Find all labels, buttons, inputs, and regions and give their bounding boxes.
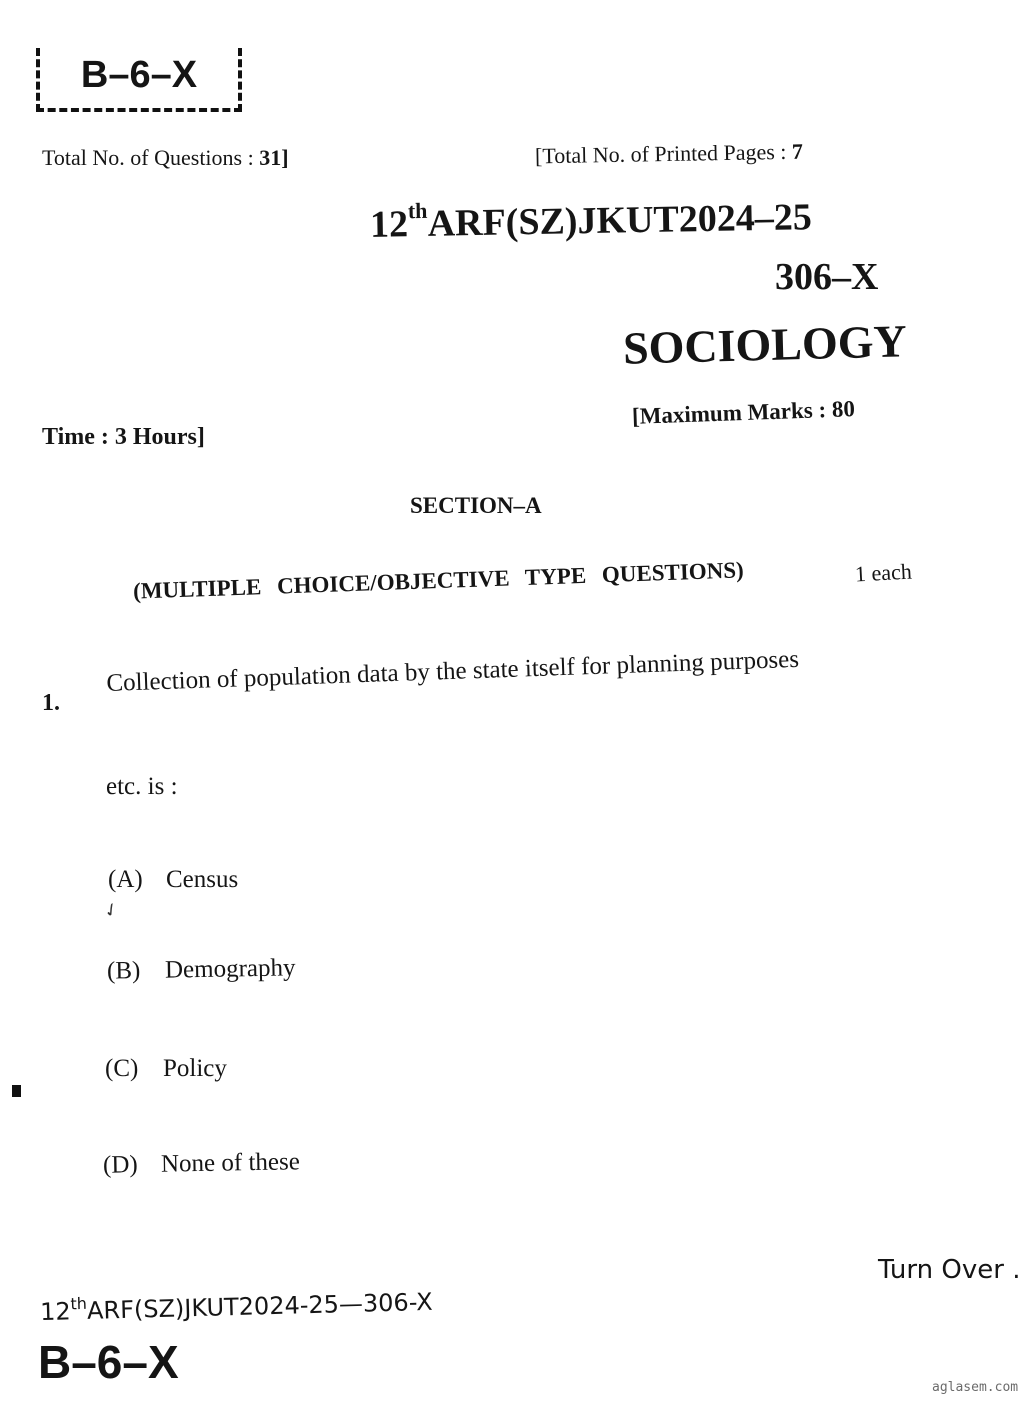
footer-code-prefix: 12: [39, 1297, 72, 1327]
option-text: Census: [166, 866, 239, 893]
option-d: [103, 1148, 300, 1179]
option-c: [105, 1055, 227, 1083]
scan-mark: [12, 1085, 21, 1097]
footer-code-rest: ARF(SZ)JKUT2024-25—306-X: [86, 1287, 434, 1325]
section-title: SECTION–A: [410, 493, 542, 518]
option-label: (D): [102, 1151, 138, 1179]
option-b: [107, 954, 296, 985]
footer-big-code: B–6–X: [38, 1336, 179, 1388]
option-text: Demography: [164, 954, 296, 984]
marks-note: 1 each: [854, 558, 913, 587]
option-label: (A): [108, 866, 143, 893]
question-number: 1.: [42, 690, 60, 716]
footer-code: [40, 1285, 433, 1326]
subject-title: SOCIOLOGY: [622, 315, 908, 374]
time-allowed: Time : 3 Hours]: [42, 424, 205, 450]
printed-pages: [535, 139, 803, 170]
printed-pages-value: 7: [791, 138, 804, 164]
footer-code-sup: th: [70, 1293, 88, 1314]
total-questions: [42, 145, 289, 171]
option-text: Policy: [163, 1055, 227, 1082]
question-text-line1: Collection of population data by the state itself for planning purposes: [106, 645, 800, 697]
option-label: (C): [105, 1055, 139, 1082]
website-watermark: aglasem.com: [932, 1380, 1019, 1395]
question-text-line2: etc. is :: [106, 773, 178, 800]
pen-tick-icon: ✓: [99, 897, 123, 923]
maximum-marks: [Maximum Marks : 80: [631, 396, 856, 429]
paper-code: [370, 191, 813, 247]
printed-pages-label: [Total No. of Printed Pages :: [534, 138, 787, 169]
code-box: B–6–X: [36, 48, 242, 112]
total-questions-value: 31]: [259, 145, 289, 170]
total-questions-label: Total No. of Questions :: [42, 145, 254, 170]
subject-code: 306–X: [775, 256, 879, 298]
section-subtitle: (MULTIPLE CHOICE/OBJECTIVE TYPE QUESTIONS): [132, 557, 745, 604]
option-text: None of these: [160, 1148, 301, 1178]
paper-code-prefix: 12: [369, 203, 409, 246]
option-a: [108, 866, 238, 894]
paper-code-rest: ARF(SZ)JKUT2024–25: [427, 196, 813, 245]
turn-over: Turn Over .: [878, 1255, 1021, 1285]
paper-code-sup: th: [407, 197, 428, 224]
option-label: (B): [106, 957, 141, 985]
